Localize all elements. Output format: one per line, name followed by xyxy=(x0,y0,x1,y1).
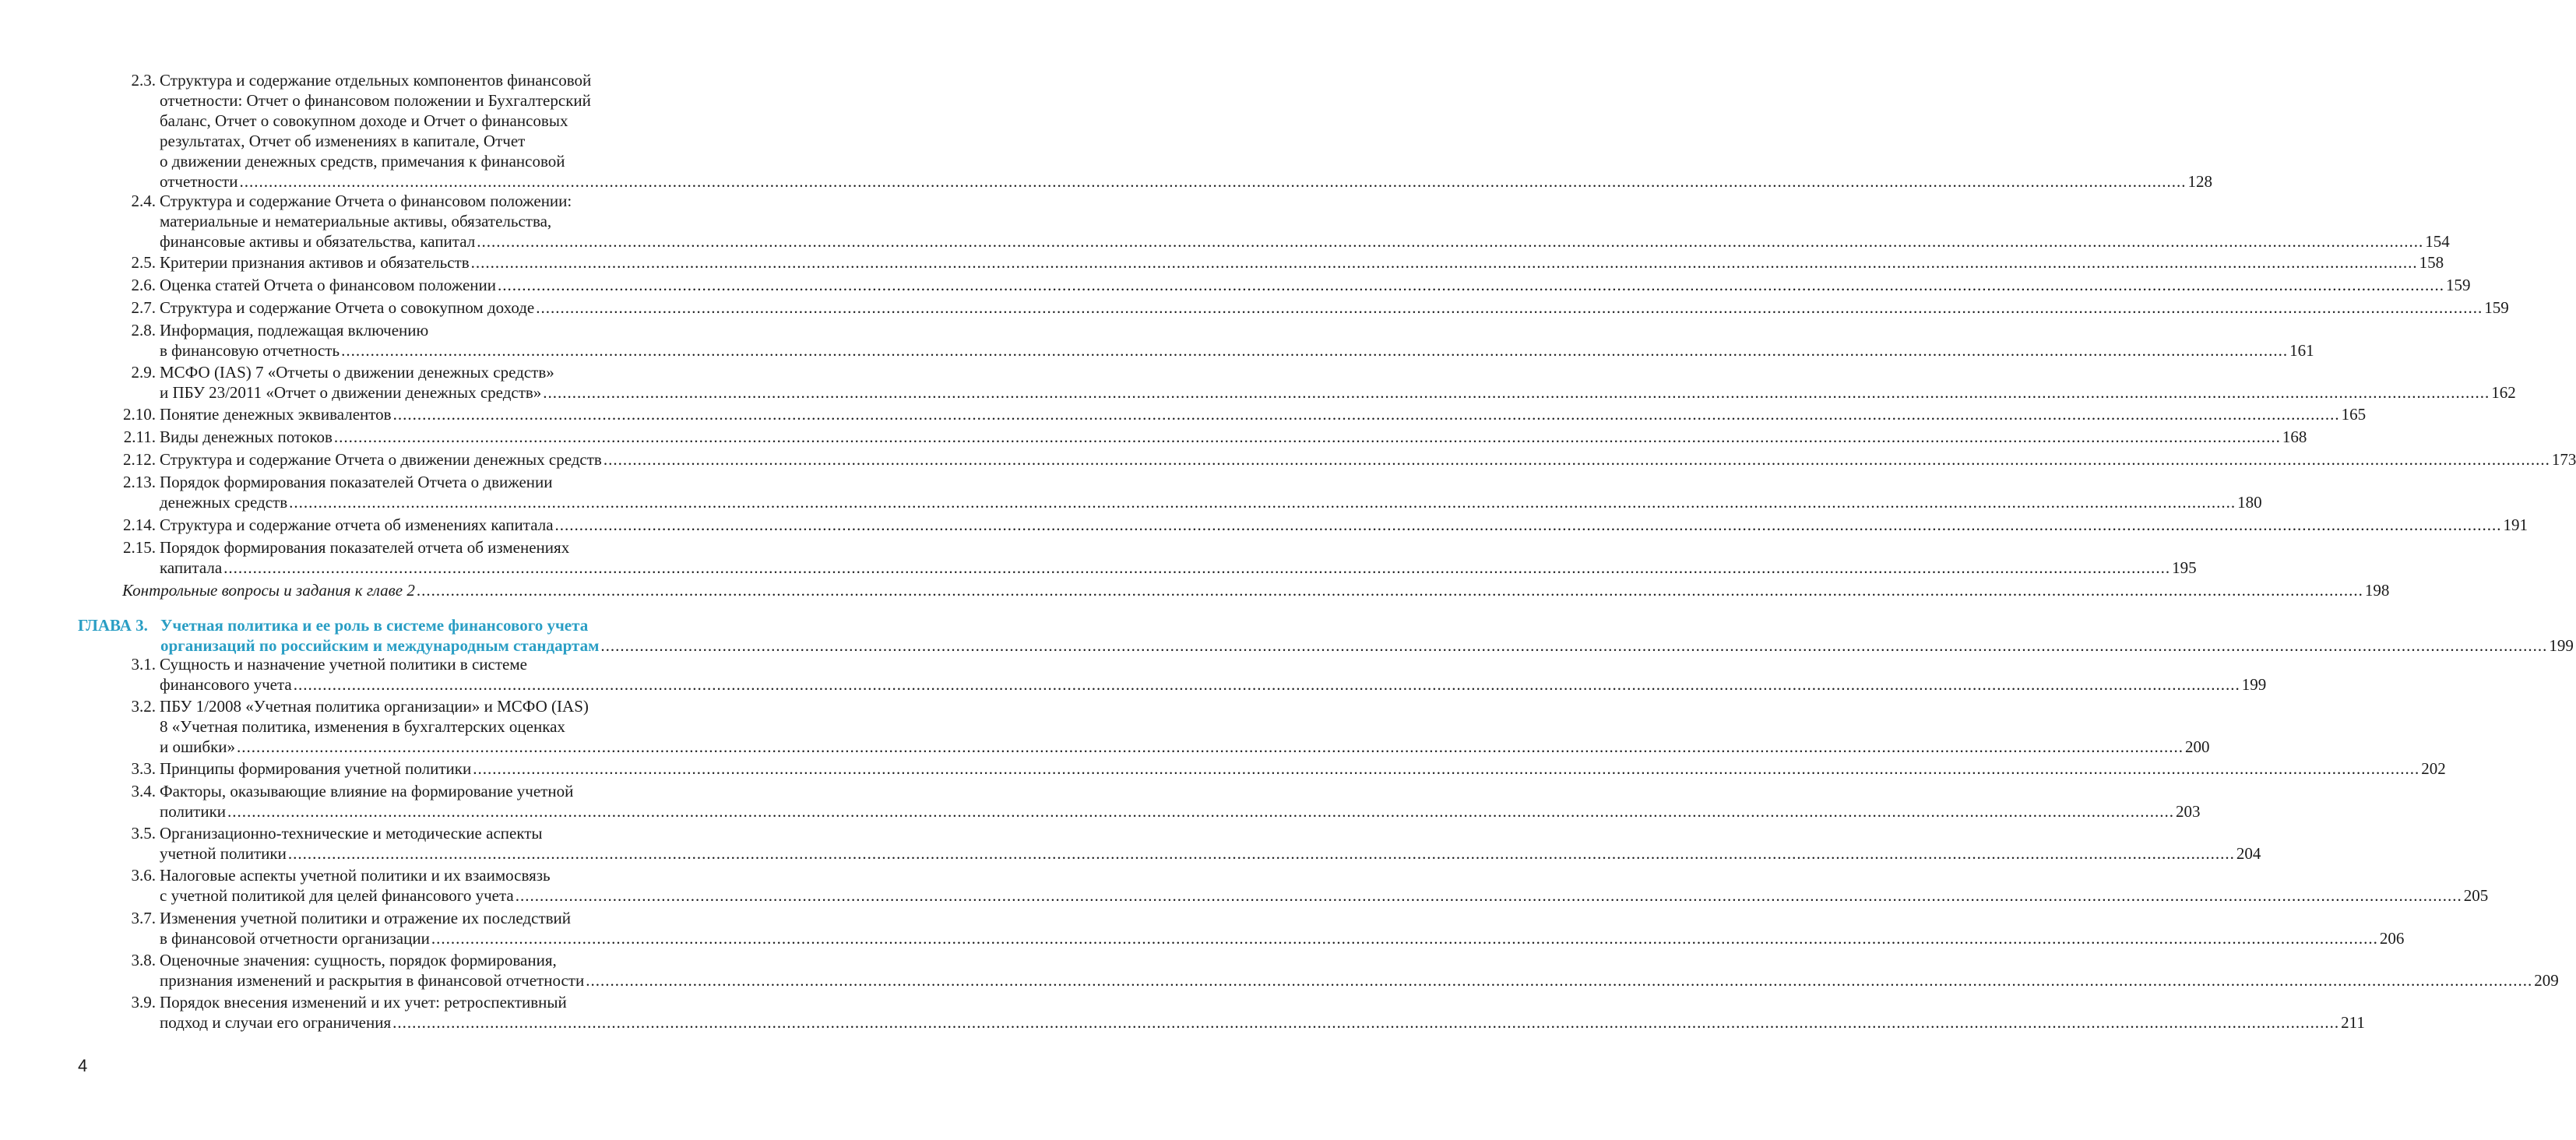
toc-entry-text: баланс, Отчет о совокупном доходе и Отчет о финансовых xyxy=(160,111,568,130)
dot-leader: ................................................................................................................................................................................................................................................................................................................................................................................................................ xyxy=(515,886,2462,905)
dot-leader: ................................................................................................................................................................................................................................................................................................................................................................................................................ xyxy=(341,341,2289,360)
toc-entry-text: в финансовую отчетность xyxy=(160,341,340,360)
toc-entry-text: Порядок формирования показателей отчета об изменениях xyxy=(160,538,570,557)
toc-page-number: 154 xyxy=(2425,232,2450,251)
toc-entry-last-line xyxy=(160,970,2559,990)
toc-entry-text: Оценка статей Отчета о финансовом положении xyxy=(160,276,496,294)
toc-entry-text: с учетной политикой для целей финансового учета xyxy=(160,886,514,905)
dot-leader: ................................................................................................................................................................................................................................................................................................................................................................................................................ xyxy=(497,276,2444,294)
dot-leader: ................................................................................................................................................................................................................................................................................................................................................................................................................ xyxy=(470,253,2418,272)
toc-entry-text: отчетности: Отчет о финансовом положении и Бухгалтерский xyxy=(160,91,591,110)
toc-entry-text: Информация, подлежащая включению xyxy=(160,321,429,340)
toc-entry-last-line xyxy=(160,297,2509,318)
toc-entry-text: Факторы, оказывающие влияние на формирование учетной xyxy=(160,782,574,800)
toc-page-number: 162 xyxy=(2491,383,2516,402)
toc-entry-last-line xyxy=(160,1012,2365,1033)
toc-entry-text: Оценочные значения: сущность, порядок формирования, xyxy=(160,951,557,969)
toc-entry-text: денежных средств xyxy=(160,493,288,512)
toc-entry-text: Структура и содержание отдельных компонентов финансовой xyxy=(160,71,592,90)
toc-page-number: 211 xyxy=(2341,1013,2365,1032)
toc-page-number: 159 xyxy=(2484,298,2509,317)
toc-page-number: 168 xyxy=(2282,428,2307,446)
toc-entry-number: 3.9. xyxy=(131,993,156,1012)
toc-page-number: 173 xyxy=(2551,450,2576,469)
toc-entry-number: 2.11. xyxy=(123,428,156,446)
dot-leader: ................................................................................................................................................................................................................................................................................................................................................................................................................ xyxy=(287,844,2235,863)
toc-entry-number: 3.7. xyxy=(131,909,156,927)
dot-leader: ................................................................................................................................................................................................................................................................................................................................................................................................................ xyxy=(477,232,2424,251)
toc-entry-last-line xyxy=(160,737,2210,757)
toc-entry-text: Изменения учетной политики и отражение их последствий xyxy=(160,909,572,927)
toc-entry-text: МСФО (IAS) 7 «Отчеты о движении денежных средств» xyxy=(160,363,554,382)
dot-leader: ................................................................................................................................................................................................................................................................................................................................................................................................................ xyxy=(431,929,2378,948)
toc-entry-text: политики xyxy=(160,802,227,821)
toc-entry-last-line xyxy=(160,231,2450,252)
toc-entry-text: материальные и нематериальные активы, обязательства, xyxy=(160,212,552,230)
toc-entry-text: Организационно-технические и методические аспекты xyxy=(160,824,543,843)
dot-leader: ................................................................................................................................................................................................................................................................................................................................................................................................................ xyxy=(293,675,2240,694)
toc-entry-number: 3.1. xyxy=(131,655,156,674)
toc-page-number: 191 xyxy=(2503,515,2528,534)
toc-page-number: 205 xyxy=(2463,886,2489,905)
toc-entry-last-line xyxy=(160,252,2444,273)
toc-entry-text: Структура и содержание отчета об изменениях капитала xyxy=(160,515,554,534)
toc-entry-text: о движении денежных средств, примечания к финансовой xyxy=(160,152,565,171)
dot-leader: ................................................................................................................................................................................................................................................................................................................................................................................................................ xyxy=(289,493,2236,512)
dot-leader: ................................................................................................................................................................................................................................................................................................................................................................................................................ xyxy=(392,1013,2340,1032)
toc-entry-last-line xyxy=(160,885,2489,906)
dot-leader: ................................................................................................................................................................................................................................................................................................................................................................................................................ xyxy=(227,802,2175,821)
dot-leader: ................................................................................................................................................................................................................................................................................................................................................................................................................ xyxy=(603,450,2550,469)
toc-entry-text: Структура и содержание Отчета о движении денежных средств xyxy=(160,450,602,469)
toc-entry-number: 3.6. xyxy=(131,866,156,885)
dot-leader: ................................................................................................................................................................................................................................................................................................................................................................................................................ xyxy=(392,405,2340,424)
toc-entry-text: и ошибки» xyxy=(160,737,236,756)
dot-leader: ................................................................................................................................................................................................................................................................................................................................................................................................................ xyxy=(473,759,2420,778)
toc-entry-text: подход и случаи его ограничения xyxy=(160,1013,392,1032)
toc-page-number: 199 xyxy=(2241,675,2267,694)
toc-page-number: 200 xyxy=(2185,737,2210,756)
dot-leader: ................................................................................................................................................................................................................................................................................................................................................................................................................ xyxy=(416,581,2363,600)
toc-entry-number: 2.3. xyxy=(131,71,156,90)
toc-entry-text: результатах, Отчет об изменениях в капитале, Отчет xyxy=(160,132,526,150)
chapter-title: организаций по российским и международным стандартам xyxy=(160,636,600,655)
toc-page-number: 161 xyxy=(2289,341,2314,360)
control-questions-text: Контрольные вопросы и задания к главе 2 xyxy=(122,581,415,600)
dot-leader: ................................................................................................................................................................................................................................................................................................................................................................................................................ xyxy=(586,971,2533,990)
toc-page-number: 128 xyxy=(2187,172,2212,191)
toc-entry-number: 2.8. xyxy=(131,321,156,340)
toc-entry-text: учетной политики xyxy=(160,844,287,863)
chapter-title: Учетная политика и ее роль в системе финансового учета xyxy=(160,616,589,635)
toc-entry-last-line xyxy=(160,758,2446,779)
dot-leader: ................................................................................................................................................................................................................................................................................................................................................................................................................ xyxy=(543,383,2490,402)
toc-entry-number: 3.5. xyxy=(131,824,156,843)
toc-entry-text: Сущность и назначение учетной политики в системе xyxy=(160,655,527,674)
toc-entry-text: капитала xyxy=(160,558,223,577)
toc-entry-last-line xyxy=(160,801,2201,822)
toc-entry-text: признания изменений и раскрытия в финансовой отчетности xyxy=(160,971,585,990)
toc-entry-number: 2.12. xyxy=(123,450,156,469)
toc-entry-text: финансового учета xyxy=(160,675,292,694)
toc-entry-number: 3.8. xyxy=(131,951,156,969)
toc-entry-last-line xyxy=(160,340,2314,361)
toc-entry-text: Налоговые аспекты учетной политики и их взаимосвязь xyxy=(160,866,551,885)
toc-entry-text: 8 «Учетная политика, изменения в бухгалтерских оценках xyxy=(160,717,565,736)
toc-entry-last-line xyxy=(160,558,2197,578)
dot-leader: ................................................................................................................................................................................................................................................................................................................................................................................................................ xyxy=(239,172,2187,191)
toc-entry-last-line xyxy=(160,928,2405,948)
toc-entry-number: 2.7. xyxy=(131,298,156,317)
dot-leader: ................................................................................................................................................................................................................................................................................................................................................................................................................ xyxy=(536,298,2483,317)
toc-entry-last-line xyxy=(160,404,2367,424)
toc-page-number: 209 xyxy=(2534,971,2559,990)
toc-entry-number: 2.10. xyxy=(123,405,156,424)
toc-page-number: 195 xyxy=(2172,558,2197,577)
toc-entry-last-line xyxy=(160,427,2307,447)
toc-entry-text: отчетности xyxy=(160,172,238,191)
toc-entry-last-line xyxy=(160,171,2212,192)
toc-entry-text: Критерии признания активов и обязательств xyxy=(160,253,470,272)
toc-page-number: 159 xyxy=(2445,276,2471,294)
toc-page-number: 206 xyxy=(2379,929,2405,948)
toc-page-number: 165 xyxy=(2341,405,2367,424)
toc-entry-last-line xyxy=(122,580,2390,600)
toc-page-number: 198 xyxy=(2364,581,2390,600)
toc-entry-text: Виды денежных потоков xyxy=(160,428,333,446)
toc-page-number: 202 xyxy=(2421,759,2446,778)
toc-entry-last-line xyxy=(160,674,2267,695)
dot-leader: ................................................................................................................................................................................................................................................................................................................................................................................................................ xyxy=(600,636,2548,655)
toc-entry-last-line xyxy=(160,275,2471,295)
toc-entry-last-line xyxy=(160,515,2528,535)
toc-entry-number: 2.13. xyxy=(123,473,156,491)
toc-page-number: 158 xyxy=(2419,253,2444,272)
page-number: 4 xyxy=(78,1056,88,1075)
toc-entry-text: Структура и содержание Отчета о финансовом положении: xyxy=(160,192,572,210)
toc-entry-text: Принципы формирования учетной политики xyxy=(160,759,472,778)
chapter-title-last-line xyxy=(160,635,2574,656)
toc-entry-last-line xyxy=(160,843,2261,864)
toc-entry-number: 2.6. xyxy=(131,276,156,294)
toc-entry-number: 2.15. xyxy=(123,538,156,557)
toc-entry-text: ПБУ 1/2008 «Учетная политика организации» и МСФО (IAS) xyxy=(160,697,589,716)
dot-leader: ................................................................................................................................................................................................................................................................................................................................................................................................................ xyxy=(237,737,2184,756)
toc-entry-text: в финансовой отчетности организации xyxy=(160,929,430,948)
dot-leader: ................................................................................................................................................................................................................................................................................................................................................................................................................ xyxy=(554,515,2502,534)
chapter-label: ГЛАВА 3. xyxy=(78,616,148,635)
toc-entry-text: Понятие денежных эквивалентов xyxy=(160,405,392,424)
toc-entry-number: 2.5. xyxy=(131,253,156,272)
toc-entry-number: 2.14. xyxy=(123,515,156,534)
dot-leader: ................................................................................................................................................................................................................................................................................................................................................................................................................ xyxy=(333,428,2281,446)
toc-entry-last-line xyxy=(160,449,2576,470)
toc-entry-number: 2.9. xyxy=(131,363,156,382)
toc-entry-number: 2.4. xyxy=(131,192,156,210)
toc-entry-last-line xyxy=(160,382,2516,403)
toc-entry-text: финансовые активы и обязательства, капитал xyxy=(160,232,476,251)
toc-entry-number: 3.3. xyxy=(131,759,156,778)
toc-page-number: 180 xyxy=(2237,493,2262,512)
toc-entry-text: и ПБУ 23/2011 «Отчет о движении денежных средств» xyxy=(160,383,542,402)
toc-entry-number: 3.2. xyxy=(131,697,156,716)
toc-entry-last-line xyxy=(160,492,2262,512)
toc-entry-text: Порядок внесения изменений и их учет: ретроспективный xyxy=(160,993,567,1012)
dot-leader: ................................................................................................................................................................................................................................................................................................................................................................................................................ xyxy=(223,558,2171,577)
toc-entry-text: Порядок формирования показателей Отчета о движении xyxy=(160,473,553,491)
toc-page-number: 204 xyxy=(2236,844,2261,863)
toc-entry-number: 3.4. xyxy=(131,782,156,800)
toc-page-number: 203 xyxy=(2176,802,2201,821)
toc-entry-text: Структура и содержание Отчета о совокупном доходе xyxy=(160,298,535,317)
toc-page-number: 199 xyxy=(2549,636,2574,655)
